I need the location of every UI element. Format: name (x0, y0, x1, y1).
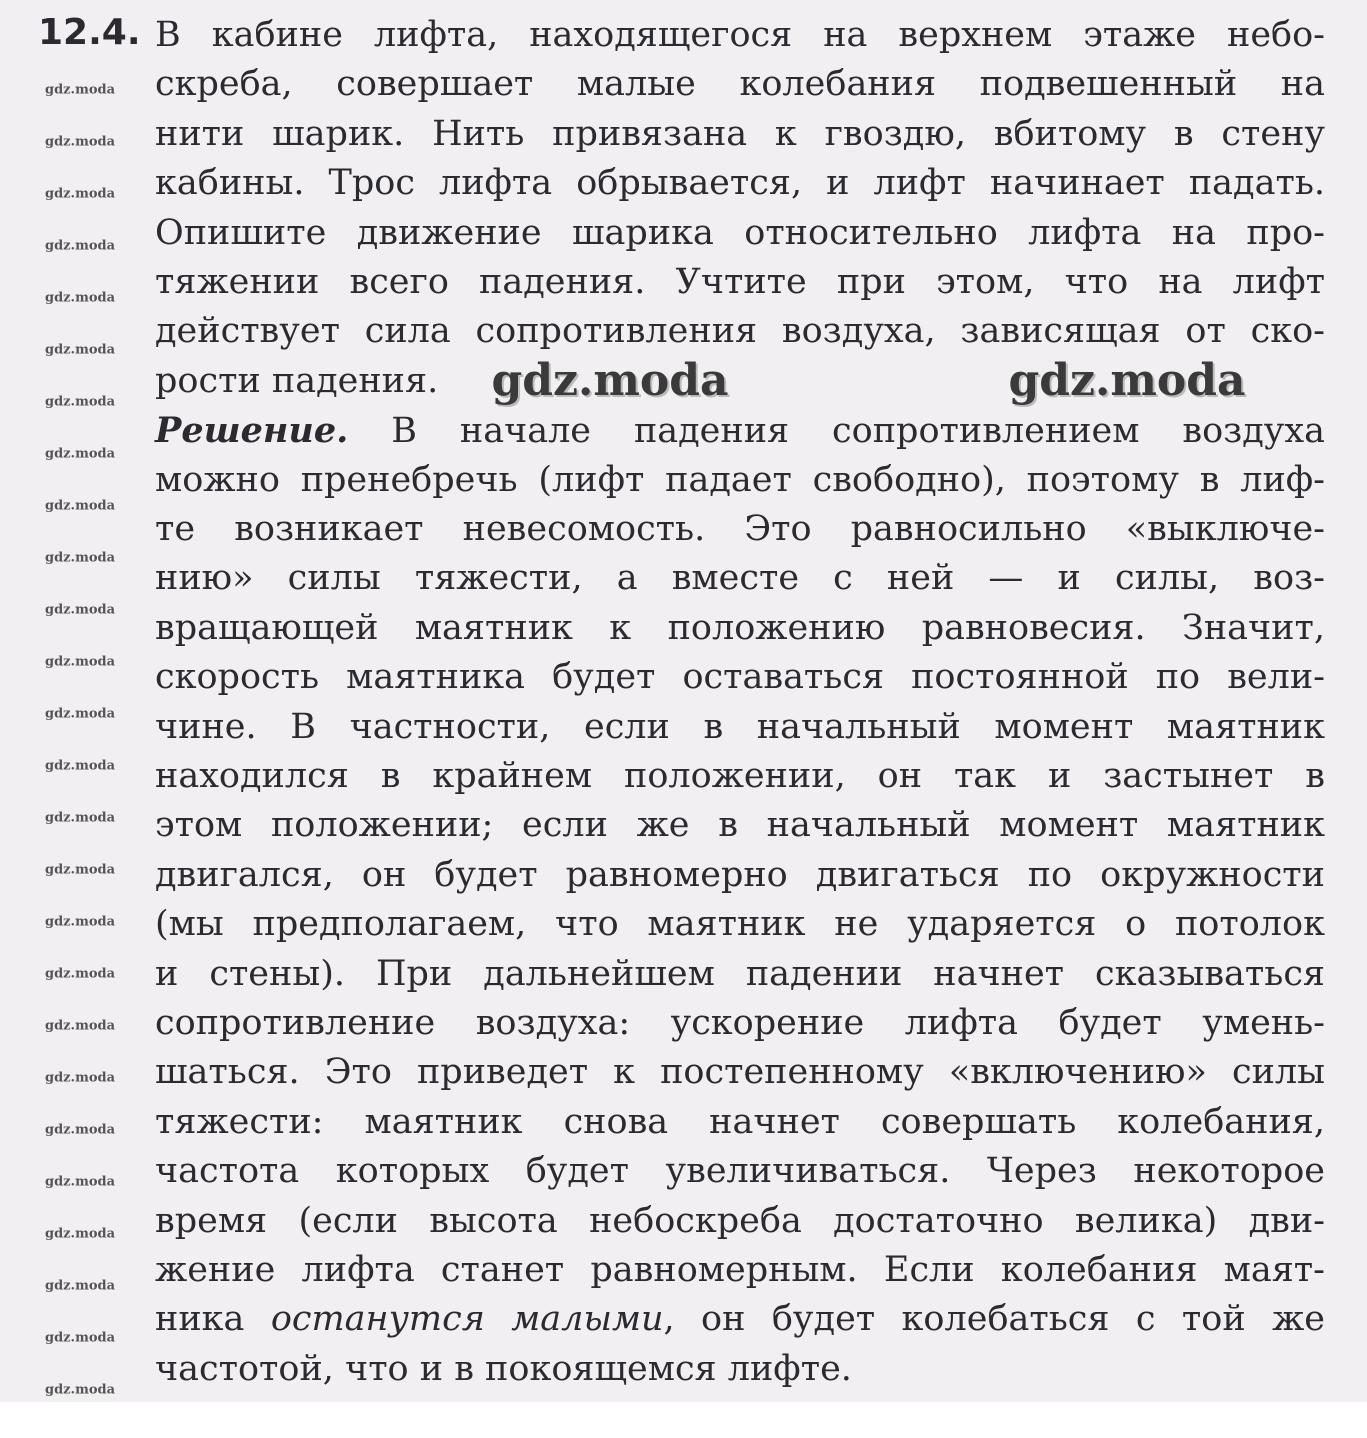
text-line (155, 159, 1325, 208)
text-line (155, 554, 1325, 603)
text-segment: В кабине лифта, находящегося на верхнем этаже небо- (155, 15, 1325, 55)
text-segment: (мы предполагаем, что маятник не ударяется о потолок (155, 904, 1325, 945)
text-line (155, 604, 1325, 653)
watermark: gdz.moda (44, 1174, 116, 1190)
text-line (155, 703, 1325, 752)
text-line (155, 258, 1325, 307)
watermark: gdz.moda (44, 186, 116, 202)
text-segment: сопротивление воздуха: ускорение лифта будет умень- (155, 1003, 1325, 1043)
watermark: gdz.moda (1008, 355, 1246, 407)
text-line (155, 900, 1325, 949)
watermark: gdz.moda (44, 602, 116, 618)
text-segment: скреба, совершает малые колебания подвешенный на (155, 64, 1325, 105)
watermark: gdz.moda (44, 862, 116, 878)
watermark: gdz.moda (44, 342, 116, 358)
watermark: gdz.moda (44, 1382, 116, 1398)
watermark: gdz.moda (44, 1226, 116, 1242)
text-segment: Опишите движение шарика относительно лифта на про- (155, 212, 1325, 253)
text-segment: этом положении; если же в начальный момент маятник (155, 805, 1325, 846)
text-segment: нию» силы тяжести, а вместе с ней — и силы, воз- (155, 558, 1325, 599)
watermark: gdz.moda (44, 290, 116, 306)
text-segment: и стены). При дальнейшем падении начнет сказываться (155, 953, 1325, 994)
watermark: gdz.moda (44, 706, 116, 722)
text-line (155, 1246, 1325, 1295)
text-line (155, 999, 1325, 1048)
text-segment: находился в крайнем положении, он так и застынет в (155, 756, 1325, 796)
watermark: gdz.moda (44, 1070, 116, 1086)
text-line (155, 307, 1325, 356)
text-segment: шаться. Это приведет к постепенному «включению» силы (155, 1052, 1325, 1093)
text-segment: нити шарик. Нить привязана к гвоздю, вбитому в стену (155, 113, 1325, 154)
watermark: gdz.moda (44, 394, 116, 410)
text-segment: время (если высота небоскреба достаточно велика) дви- (155, 1200, 1325, 1241)
text-segment: рости падения. (155, 360, 439, 401)
text-line (155, 1197, 1325, 1246)
text-line (155, 406, 1325, 455)
text-line (155, 456, 1325, 505)
text-line (155, 1295, 1325, 1344)
text-segment: действует сила сопротивления воздуха, зависящая от ско- (155, 311, 1325, 352)
watermark: gdz.moda (491, 355, 729, 407)
text-line (155, 1048, 1325, 1097)
text-segment: частотой, что и в покоящемся лифте. (155, 1348, 852, 1389)
watermark: gdz.moda (44, 758, 116, 774)
text-segment: чине. В частности, если в начальный момент маятник (155, 706, 1325, 747)
text-segment: те возникает невесомость. Это равносильно «выключе- (155, 509, 1325, 549)
watermark: gdz.moda (44, 810, 116, 826)
watermark: gdz.moda (44, 1018, 116, 1034)
text-line (155, 505, 1325, 554)
text-segment: скорость маятника будет оставаться постоянной по вели- (155, 657, 1325, 698)
text-line (155, 851, 1325, 900)
watermark: gdz.moda (44, 966, 116, 982)
watermark: gdz.moda (44, 82, 116, 98)
text-line (155, 752, 1325, 801)
text-segment: В начале падения сопротивлением воздуха (348, 411, 1325, 452)
text-segment: ника (155, 1299, 271, 1340)
text-segment: кабины. Трос лифта обрывается, и лифт начинает падать. (155, 163, 1325, 204)
text-segment: жение лифта станет равномерным. Если колебания маят- (155, 1250, 1325, 1290)
emphasis-text: останутся малыми (270, 1299, 664, 1340)
text-line (155, 950, 1325, 999)
text-line (155, 60, 1325, 109)
watermark: gdz.moda (44, 238, 116, 254)
text-line (155, 357, 438, 406)
text-line (155, 801, 1325, 850)
text-line (155, 653, 1325, 702)
watermark: gdz.moda (44, 1330, 116, 1346)
watermark: gdz.moda (44, 654, 116, 670)
text-segment: вращающей маятник к положению равновесия. Значит, (155, 607, 1325, 648)
text-line (155, 1345, 852, 1394)
text-line (155, 1147, 1325, 1196)
text-segment: частота которых будет увеличиваться. Через некоторое (155, 1151, 1325, 1192)
text-line (155, 11, 1325, 60)
text-segment: двигался, он будет равномерно двигаться по окружности (155, 854, 1325, 895)
text-segment: можно пренебречь (лифт падает свободно), поэтому в лиф- (155, 459, 1325, 500)
watermark: gdz.moda (44, 914, 116, 930)
text-segment: , он будет колебаться с той же (663, 1299, 1325, 1340)
text-line (155, 1098, 1325, 1147)
watermark: gdz.moda (44, 550, 116, 566)
text-line (155, 110, 1325, 159)
watermark: gdz.moda (44, 134, 116, 150)
watermark: gdz.moda (44, 498, 116, 514)
solution-heading: Решение. (155, 410, 349, 452)
problem-number: 12.4. (38, 12, 141, 53)
text-segment: тяжести: маятник снова начнет совершать колебания, (155, 1101, 1325, 1142)
text-segment: тяжении всего падения. Учтите при этом, что на лифт (155, 262, 1325, 302)
watermark: gdz.moda (44, 446, 116, 462)
text-line (155, 209, 1325, 258)
watermark: gdz.moda (44, 1122, 116, 1138)
watermark: gdz.moda (44, 1278, 116, 1294)
